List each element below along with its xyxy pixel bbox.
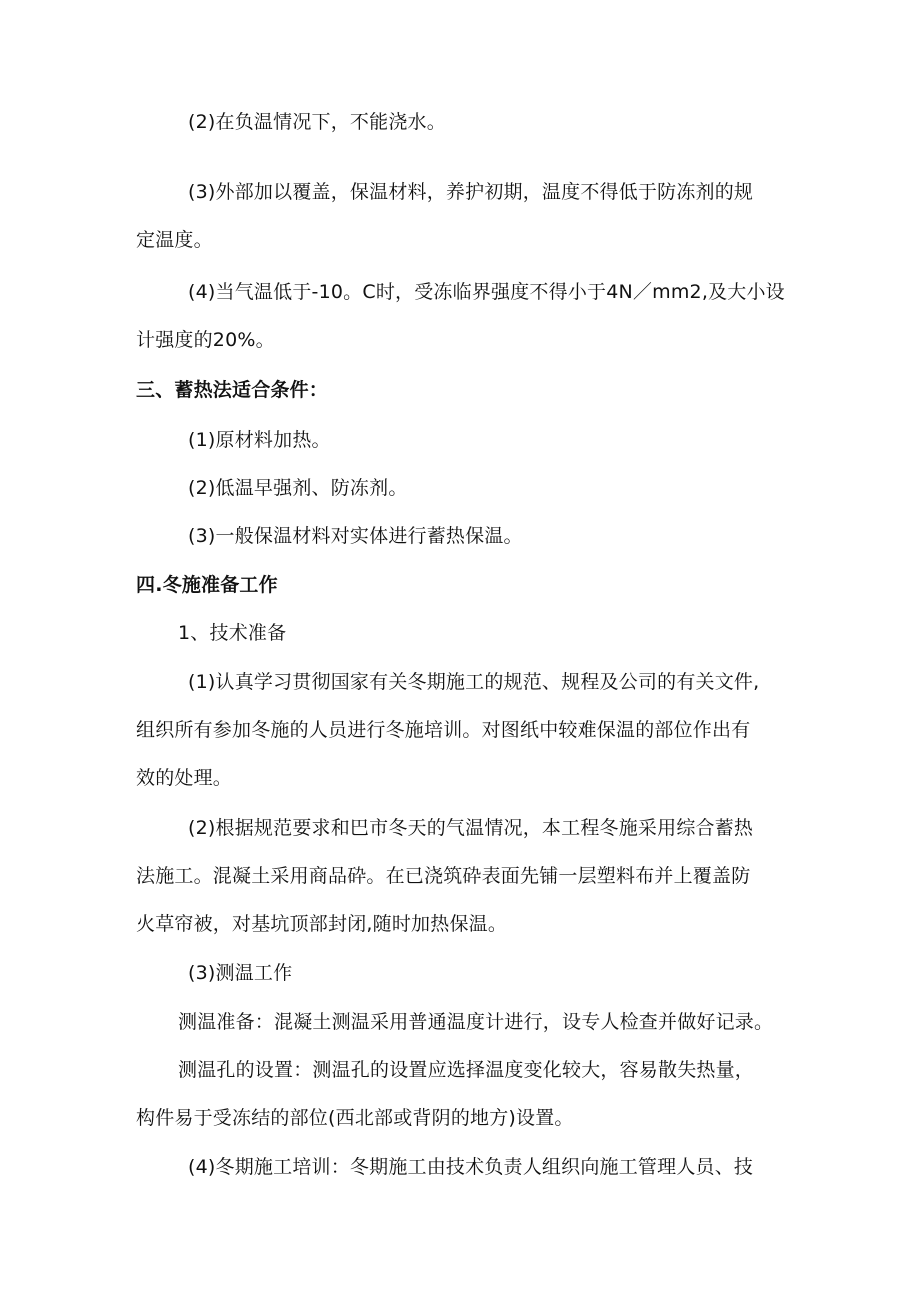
paragraph-line: (3)测温工作 [188, 962, 293, 984]
paragraph-line: 火草帘被，对基坑顶部封闭,随时加热保温。 [136, 913, 508, 935]
section-heading: 三、蓄热法适合条件： [136, 379, 329, 401]
paragraph-line: (4)当气温低于-10。C时，受冻临界强度不得小于4N／mm2,及大小设 [188, 281, 785, 303]
paragraph-line: 效的处理。 [136, 767, 233, 789]
paragraph-line: (1)原材料加热。 [188, 429, 331, 451]
paragraph-line: 构件易于受冻结的部位(西北部或背阴的地方)设置。 [136, 1107, 574, 1129]
paragraph-line: (2)在负温情况下，不能浇水。 [188, 111, 446, 133]
paragraph-line: 组织所有参加冬施的人员进行冬施培训。对图纸中较难保温的部位作出有 [136, 719, 751, 741]
paragraph-line: 测温孔的设置：测温孔的设置应选择温度变化较大，容易散失热量， [178, 1059, 755, 1081]
paragraph-line: (3)一般保温材料对实体进行蓄热保温。 [188, 525, 523, 547]
paragraph-line: 定温度。 [136, 229, 213, 251]
paragraph-line: (4)冬期施工培训：冬期施工由技术负责人组织向施工管理人员、技 [188, 1156, 754, 1178]
paragraph-line: (1)认真学习贯彻国家有关冬期施工的规范、规程及公司的有关文件, [188, 671, 760, 693]
paragraph-line: 测温准备：混凝土测温采用普通温度计进行，设专人检查并做好记录。 [178, 1011, 774, 1033]
paragraph-line: (2)根据规范要求和巴市冬天的气温情况，本工程冬施采用综合蓄热 [188, 817, 754, 839]
paragraph-line: 法施工。混凝土采用商品砕。在已浇筑砕表面先铺一层塑料布并上覆盖防 [136, 865, 751, 887]
subsection-heading: 1、技术准备 [178, 622, 287, 644]
paragraph-line: 计强度的20%。 [136, 329, 275, 351]
paragraph-line: (2)低温早强剂、防冻剂。 [188, 477, 408, 499]
section-heading: 四.冬施准备工作 [136, 574, 278, 596]
paragraph-line: (3)外部加以覆盖，保温材料，养护初期，温度不得低于防冻剂的规 [188, 181, 754, 203]
